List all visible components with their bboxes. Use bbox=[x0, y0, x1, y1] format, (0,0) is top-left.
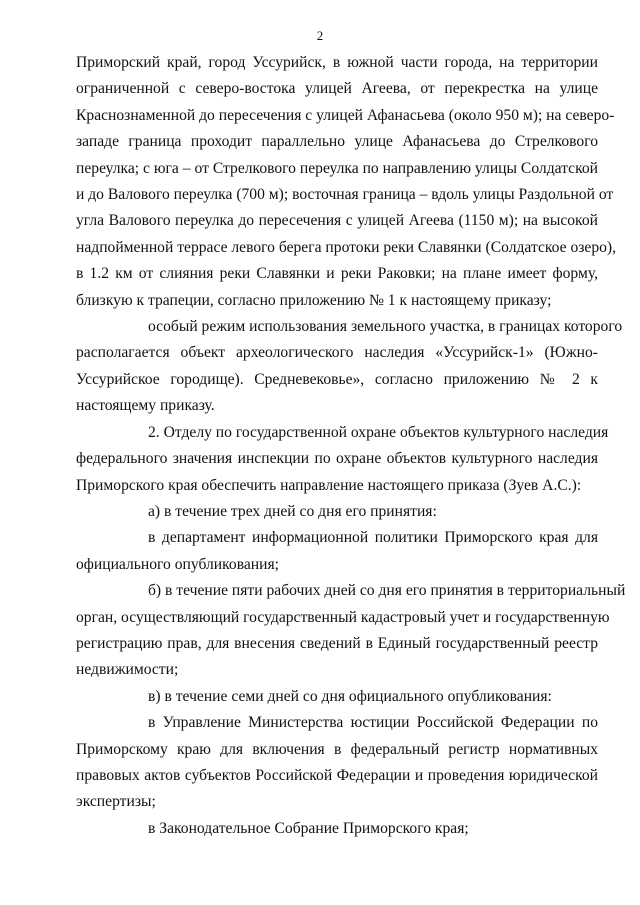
text-line: угла Валового переулка до пересечения с улицей Агеева (1150 м); на высокой bbox=[76, 212, 598, 230]
paragraph bbox=[76, 525, 598, 578]
paragraph bbox=[76, 816, 598, 842]
text-line: располагается объект археологического наследия «Уссурийск-1» (Южно- bbox=[76, 344, 598, 362]
text-line: в 1.2 км от слияния реки Славянки и реки Раковки; на плане имеет форму, bbox=[76, 265, 598, 283]
paragraph bbox=[76, 499, 598, 525]
paragraph bbox=[76, 50, 617, 314]
text-line: Уссурийское городище). Средневековье», согласно приложению № 2 к bbox=[76, 370, 598, 388]
text-line: переулка; с юга – от Стрелкового переулка по направлению улицы Солдатской bbox=[76, 159, 598, 177]
text-line: орган, осуществляющий государственный кадастровый учет и государственную bbox=[76, 608, 610, 626]
text-line: правовых актов субъектов Российской Федерации и проведения юридической bbox=[76, 766, 598, 784]
text-line: Краснознаменной до пересечения с улицей Афанасьева (около 950 м); на северо- bbox=[76, 106, 615, 124]
text-line: недвижимости; bbox=[76, 661, 179, 679]
document-body bbox=[76, 50, 626, 842]
paragraph bbox=[76, 314, 623, 420]
text-line: в департамент информационной политики Приморского края для bbox=[148, 529, 598, 547]
paragraph bbox=[76, 578, 626, 684]
text-line: экспертизы; bbox=[76, 793, 156, 811]
text-line: надпойменной террасе левого берега протоки реки Славянки (Солдатское озеро), bbox=[76, 238, 617, 256]
text-line: 2. Отделу по государственной охране объектов культурного наследия bbox=[148, 423, 609, 441]
text-line: Приморский край, город Уссурийск, в южной части города, на территории bbox=[76, 54, 598, 71]
paragraph bbox=[76, 420, 609, 499]
text-line: Приморскому краю для включения в федеральный регистр нормативных bbox=[76, 740, 598, 758]
text-line: официального опубликования; bbox=[76, 555, 279, 573]
text-line: в Законодательное Собрание Приморского края; bbox=[148, 819, 469, 837]
paragraph bbox=[76, 710, 598, 816]
paragraph bbox=[76, 684, 598, 710]
text-line: западе граница проходит параллельно улице Афанасьева до Стрелкового bbox=[76, 133, 598, 151]
text-line: в) в течение семи дней со дня официального опубликования: bbox=[148, 687, 552, 705]
text-line: федерального значения инспекции по охране объектов культурного наследия bbox=[76, 450, 598, 468]
page-number: 2 bbox=[316, 28, 324, 43]
text-line: б) в течение пяти рабочих дней со дня его принятия в территориальный bbox=[148, 582, 626, 600]
text-line: и до Валового переулка (700 м); восточная граница – вдоль улицы Раздольной от bbox=[76, 186, 614, 204]
text-line: ограниченной с северо-востока улицей Агеева, от перекрестка на улице bbox=[76, 80, 598, 98]
text-line: а) в течение трех дней со дня его принятия: bbox=[148, 502, 437, 520]
text-line: настоящему приказу. bbox=[76, 397, 215, 415]
text-line: регистрацию прав, для внесения сведений в Единый государственный реестр bbox=[76, 634, 598, 652]
text-line: особый режим использования земельного участка, в границах которого bbox=[148, 318, 623, 336]
text-line: близкую к трапеции, согласно приложению № 1 к настоящему приказу; bbox=[76, 291, 552, 309]
text-line: в Управление Министерства юстиции Российской Федерации по bbox=[148, 714, 598, 732]
text-line: Приморского края обеспечить направление настоящего приказа (Зуев А.С.): bbox=[76, 476, 582, 494]
